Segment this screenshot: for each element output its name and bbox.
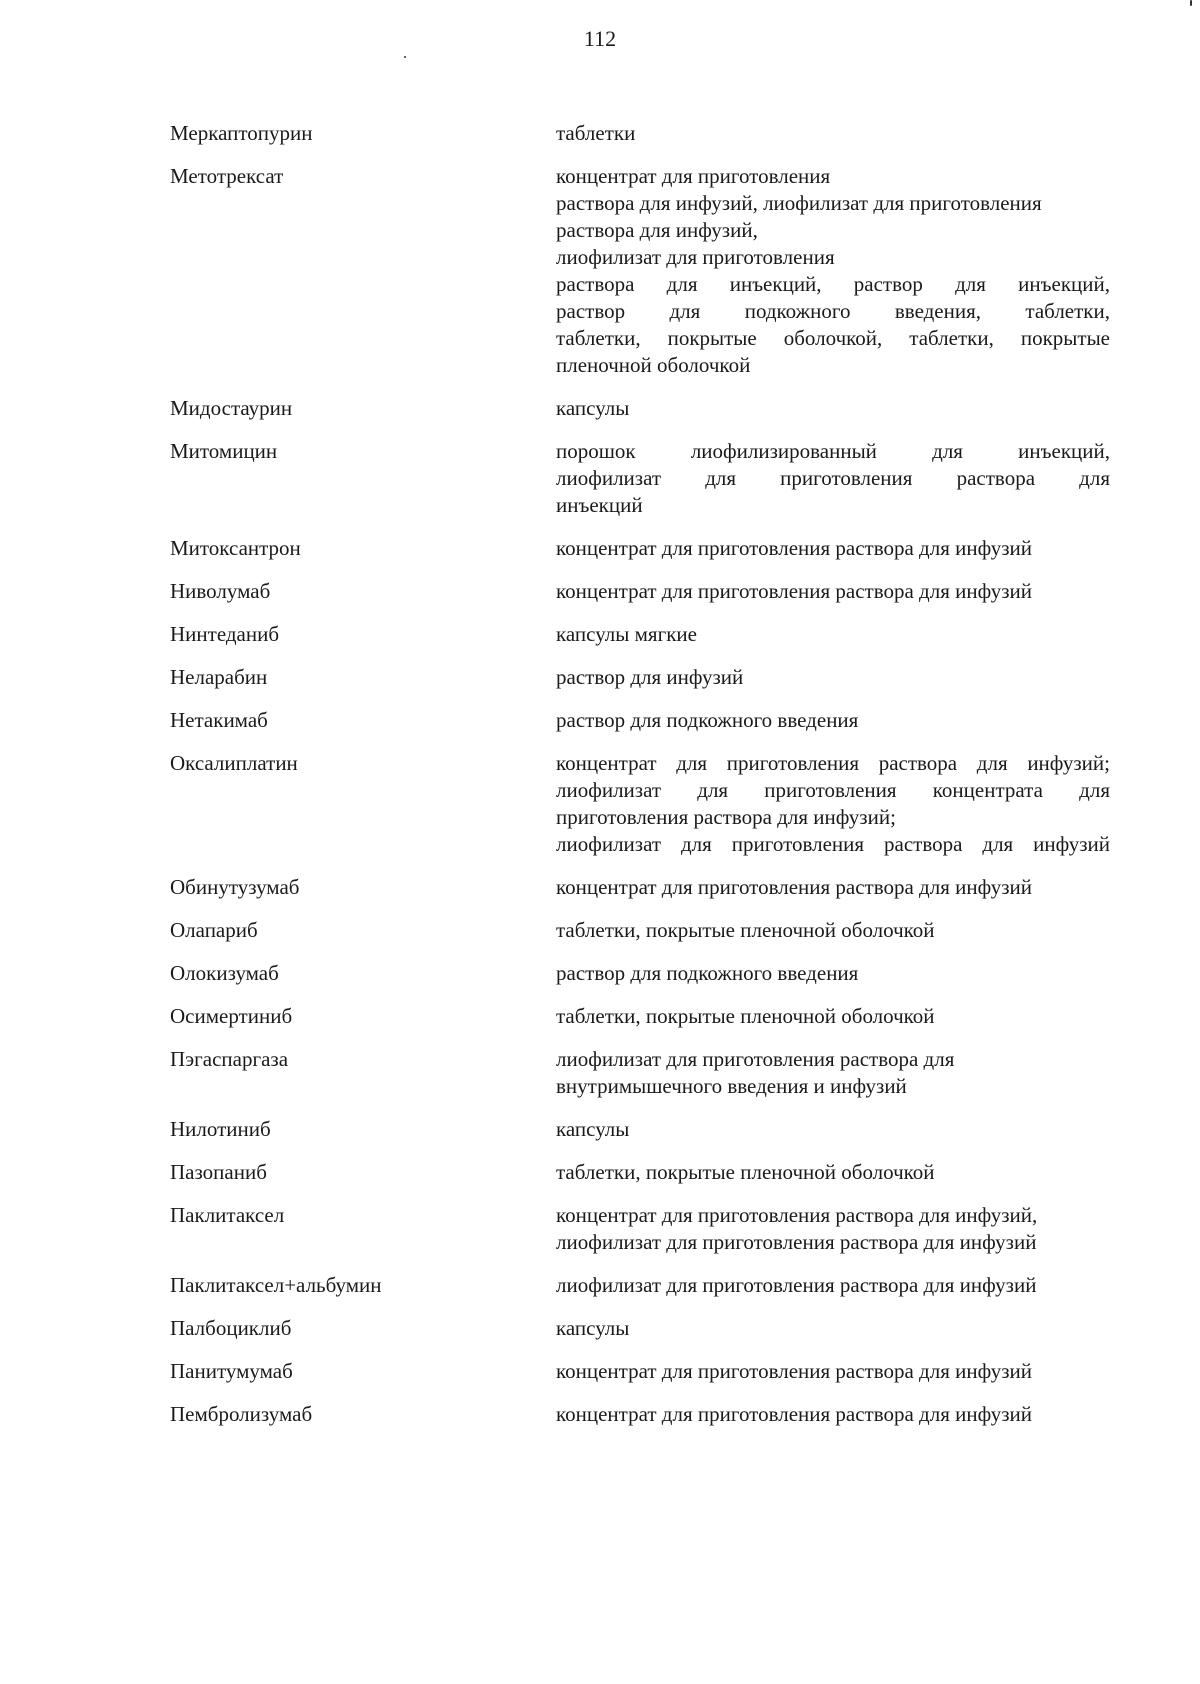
drug-row bbox=[170, 750, 1110, 858]
drug-name: Пэгаспаргаза bbox=[170, 1047, 289, 1071]
drug-forms bbox=[556, 120, 1110, 147]
drug-name: Ниволумаб bbox=[170, 579, 271, 603]
form-line: концентрат для приготовления раствора для инфузий bbox=[556, 1359, 1032, 1383]
drug-forms bbox=[556, 1159, 1110, 1186]
form-line: раствора для инъекций, раствор для инъекций, bbox=[556, 272, 1110, 296]
drug-name: Паклитаксел bbox=[170, 1203, 285, 1227]
form-line: таблетки, покрытые оболочкой, таблетки, покрытые bbox=[556, 326, 1110, 350]
drug-forms bbox=[556, 960, 1110, 987]
drug-name: Митоксантрон bbox=[170, 536, 301, 560]
drug-row bbox=[170, 1358, 1110, 1385]
form-line: раствора для инфузий, bbox=[556, 218, 758, 242]
form-line: раствор для подкожного введения, таблетки, bbox=[556, 299, 1110, 323]
drug-name: Пембролизумаб bbox=[170, 1402, 313, 1426]
drug-table bbox=[170, 120, 1110, 1444]
drug-name: Обинутузумаб bbox=[170, 875, 300, 899]
drug-forms bbox=[556, 707, 1110, 734]
scan-speck bbox=[1190, 0, 1192, 6]
form-line: внутримышечного введения и инфузий bbox=[556, 1074, 907, 1098]
form-line: раствор для подкожного введения bbox=[556, 708, 859, 732]
form-line: лиофилизат для приготовления раствора для инфузий bbox=[556, 832, 1110, 856]
form-line: лиофилизат для приготовления раствора для инфузий bbox=[556, 1273, 1037, 1297]
drug-forms bbox=[556, 1046, 1110, 1100]
drug-row bbox=[170, 1202, 1110, 1256]
drug-row bbox=[170, 120, 1110, 147]
form-line: таблетки, покрытые пленочной оболочкой bbox=[556, 1004, 935, 1028]
drug-row bbox=[170, 1401, 1110, 1428]
drug-row bbox=[170, 163, 1110, 379]
drug-forms bbox=[556, 1272, 1110, 1299]
drug-row bbox=[170, 664, 1110, 691]
drug-name: Палбоциклиб bbox=[170, 1316, 292, 1340]
drug-name: Осимертиниб bbox=[170, 1004, 293, 1028]
drug-forms bbox=[556, 578, 1110, 605]
drug-forms bbox=[556, 1202, 1110, 1256]
drug-name: Метотрексат bbox=[170, 164, 284, 188]
form-line: концентрат для приготовления раствора для инфузий bbox=[556, 579, 1032, 603]
drug-row bbox=[170, 1003, 1110, 1030]
form-line: концентрат для приготовления раствора для инфузий bbox=[556, 875, 1032, 899]
drug-row bbox=[170, 917, 1110, 944]
drug-row bbox=[170, 578, 1110, 605]
drug-row bbox=[170, 1159, 1110, 1186]
drug-forms bbox=[556, 535, 1110, 562]
drug-name: Нинтеданиб bbox=[170, 622, 280, 646]
form-line: таблетки, покрытые пленочной оболочкой bbox=[556, 918, 935, 942]
form-line: порошок лиофилизированный для инъекций, bbox=[556, 439, 1110, 463]
drug-row bbox=[170, 707, 1110, 734]
drug-forms bbox=[556, 1358, 1110, 1385]
form-line: таблетки bbox=[556, 121, 636, 145]
drug-forms bbox=[556, 750, 1110, 858]
drug-name: Олокизумаб bbox=[170, 961, 279, 985]
drug-row bbox=[170, 535, 1110, 562]
drug-name: Митомицин bbox=[170, 439, 278, 463]
form-line: концентрат для приготовления раствора для инфузий bbox=[556, 1402, 1032, 1426]
drug-name: Панитумумаб bbox=[170, 1359, 293, 1383]
drug-forms bbox=[556, 1401, 1110, 1428]
drug-name: Паклитаксел+альбумин bbox=[170, 1273, 382, 1297]
form-line: пленочной оболочкой bbox=[556, 353, 751, 377]
scan-speck bbox=[404, 56, 406, 58]
form-line: лиофилизат для приготовления bbox=[556, 245, 835, 269]
form-line: инъекций bbox=[556, 493, 643, 517]
page-number: 112 bbox=[583, 26, 617, 51]
form-line: капсулы bbox=[556, 1117, 630, 1141]
drug-row bbox=[170, 1116, 1110, 1143]
form-line: концентрат для приготовления bbox=[556, 164, 831, 188]
drug-name: Нетакимаб bbox=[170, 708, 268, 732]
form-line: лиофилизат для приготовления раствора для bbox=[556, 466, 1110, 490]
drug-row bbox=[170, 1315, 1110, 1342]
form-line: раствор для подкожного введения bbox=[556, 961, 859, 985]
form-line: лиофилизат для приготовления раствора для инфузий bbox=[556, 1230, 1037, 1254]
drug-forms bbox=[556, 1003, 1110, 1030]
form-line: лиофилизат для приготовления концентрата для bbox=[556, 778, 1110, 802]
drug-name: Меркаптопурин bbox=[170, 121, 313, 145]
drug-name: Оксалиплатин bbox=[170, 751, 298, 775]
form-line: раствор для инфузий bbox=[556, 665, 744, 689]
drug-name: Пазопаниб bbox=[170, 1160, 267, 1184]
form-line: таблетки, покрытые пленочной оболочкой bbox=[556, 1160, 935, 1184]
drug-row bbox=[170, 1046, 1110, 1100]
drug-name: Неларабин bbox=[170, 665, 268, 689]
drug-row bbox=[170, 438, 1110, 519]
drug-forms bbox=[556, 917, 1110, 944]
drug-forms bbox=[556, 664, 1110, 691]
drug-forms bbox=[556, 163, 1110, 379]
drug-forms bbox=[556, 1315, 1110, 1342]
drug-forms bbox=[556, 438, 1110, 519]
justified-block bbox=[556, 271, 1110, 379]
form-line: приготовления раствора для инфузий; bbox=[556, 805, 896, 829]
form-line: концентрат для приготовления раствора для инфузий; bbox=[556, 751, 1110, 775]
drug-row bbox=[170, 874, 1110, 901]
drug-forms bbox=[556, 1116, 1110, 1143]
drug-row bbox=[170, 960, 1110, 987]
drug-name: Олапариб bbox=[170, 918, 258, 942]
drug-forms bbox=[556, 621, 1110, 648]
form-line: лиофилизат для приготовления раствора для bbox=[556, 1047, 955, 1071]
form-line: концентрат для приготовления раствора для инфузий bbox=[556, 536, 1032, 560]
form-line: капсулы bbox=[556, 1316, 630, 1340]
drug-row bbox=[170, 395, 1110, 422]
drug-forms bbox=[556, 395, 1110, 422]
drug-name: Мидостаурин bbox=[170, 396, 293, 420]
form-line: капсулы bbox=[556, 396, 630, 420]
form-line: раствора для инфузий, лиофилизат для приготовления bbox=[556, 191, 1042, 215]
form-line: капсулы мягкие bbox=[556, 622, 697, 646]
drug-forms bbox=[556, 874, 1110, 901]
drug-name: Нилотиниб bbox=[170, 1117, 271, 1141]
drug-row bbox=[170, 1272, 1110, 1299]
form-line: концентрат для приготовления раствора для инфузий, bbox=[556, 1203, 1038, 1227]
drug-row bbox=[170, 621, 1110, 648]
